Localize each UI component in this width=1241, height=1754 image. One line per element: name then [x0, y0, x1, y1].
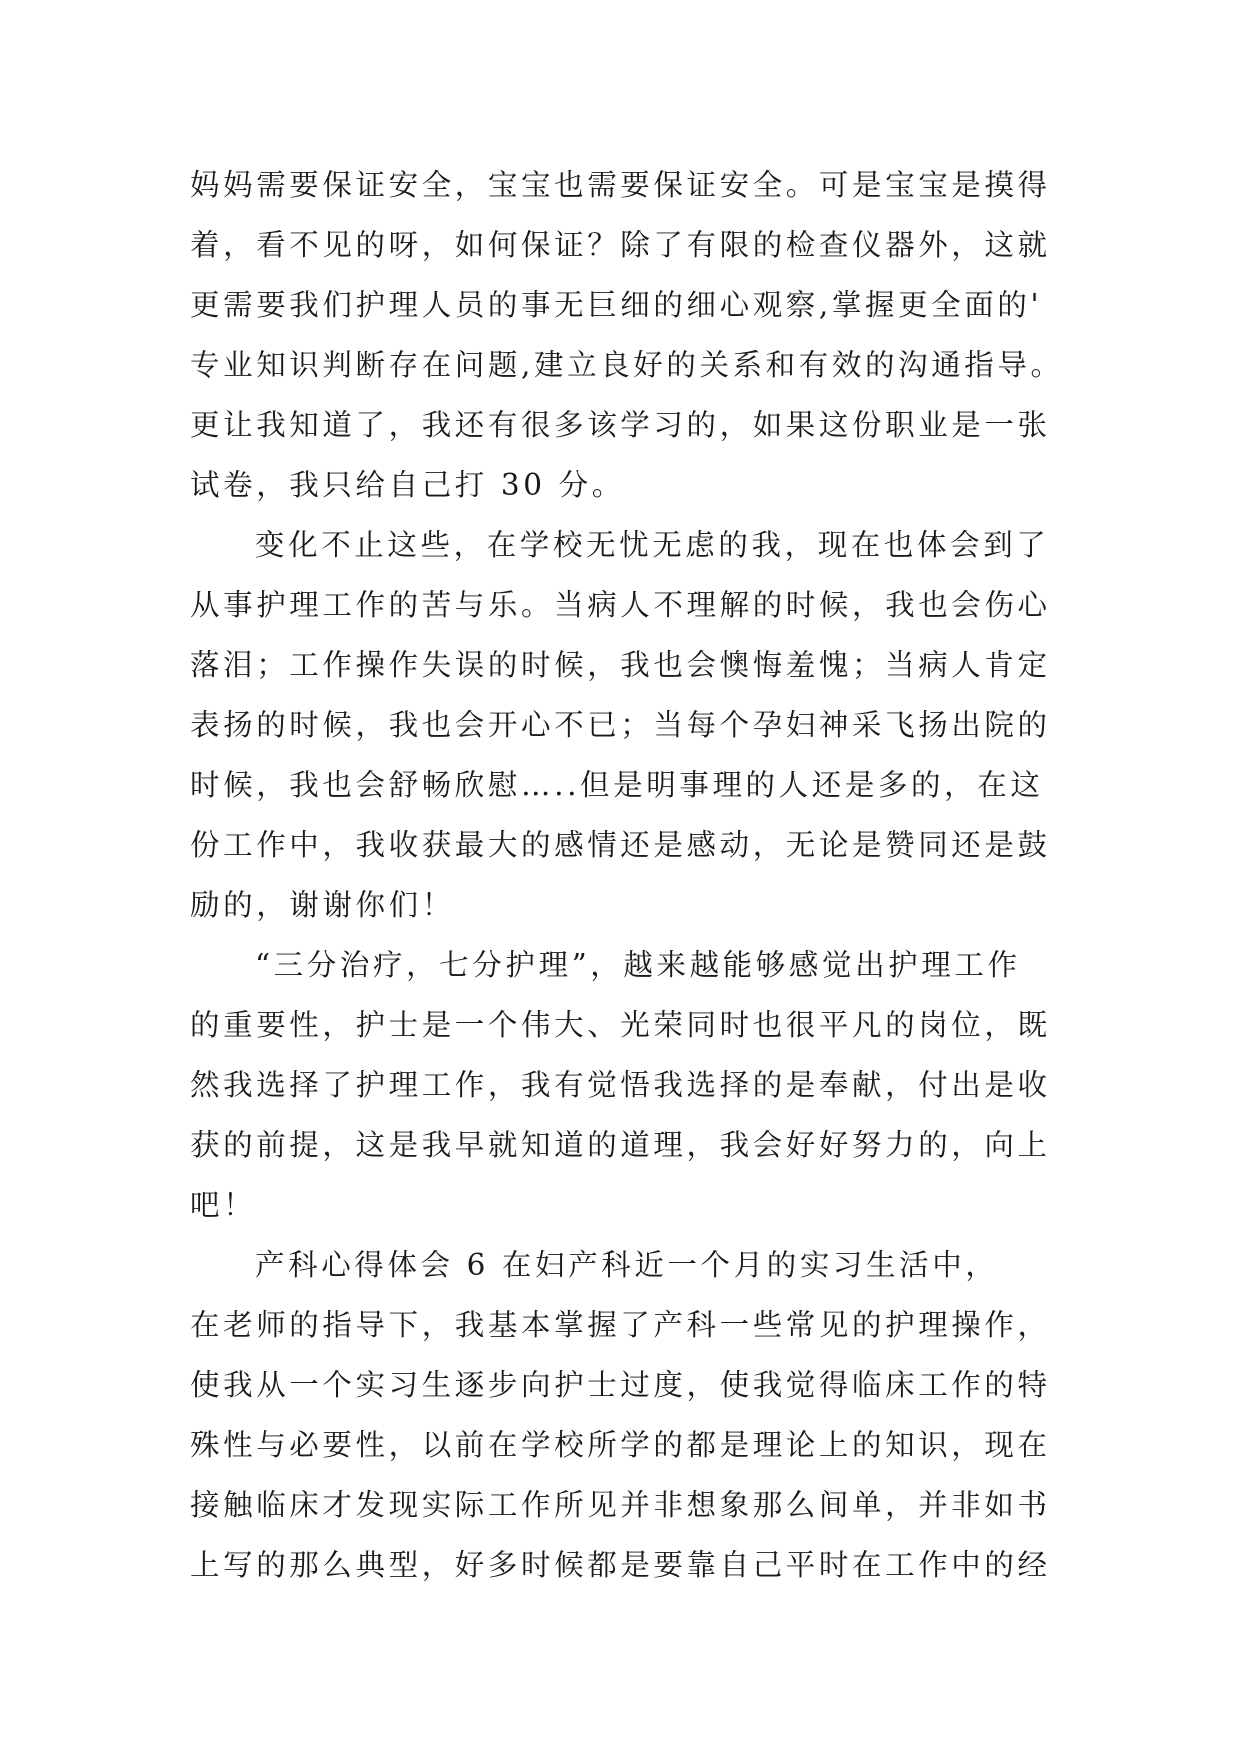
text-line: 从事护理工作的苦与乐。当病人不理解的时候，我也会伤心 — [190, 588, 1051, 622]
text-line: 落泪；工作操作失误的时候，我也会懊悔羞愧；当病人肯定 — [190, 648, 1051, 682]
text-line: 专业知识判断存在问题,建立良好的关系和有效的沟通指导。 — [190, 348, 1064, 382]
text-line: 试卷，我只给自己打 30 分。 — [190, 468, 625, 502]
text-line: 着，看不见的呀，如何保证？除了有限的检查仪器外，这就 — [190, 228, 1051, 262]
text-line: 吧！ — [190, 1188, 257, 1222]
text-line: 份工作中，我收获最大的感情还是感动，无论是赞同还是鼓 — [190, 828, 1051, 862]
paragraph-first-line: 变化不止这些，在学校无忧无虑的我，现在也体会到了 — [255, 528, 1050, 562]
text-line: 更让我知道了，我还有很多该学习的，如果这份职业是一张 — [190, 408, 1051, 442]
section-heading-line: 产科心得体会 6 在妇产科近一个月的实习生活中， — [255, 1248, 999, 1282]
text-line: 的重要性，护士是一个伟大、光荣同时也很平凡的岗位，既 — [190, 1008, 1051, 1042]
text-line: 更需要我们护理人员的事无巨细的细心观察,掌握更全面的' — [190, 288, 1043, 322]
text-line: 妈妈需要保证安全，宝宝也需要保证安全。可是宝宝是摸得 — [190, 168, 1051, 202]
text-line: 接触临床才发现实际工作所见并非想象那么间单，并非如书 — [190, 1488, 1051, 1522]
text-line: 在老师的指导下，我基本掌握了产科一些常见的护理操作， — [190, 1308, 1051, 1342]
text-line: 上写的那么典型，好多时候都是要靠自己平时在工作中的经 — [190, 1548, 1051, 1582]
text-line: 使我从一个实习生逐步向护士过度，使我觉得临床工作的特 — [190, 1368, 1051, 1402]
text-line: 表扬的时候，我也会开心不已；当每个孕妇神采飞扬出院的 — [190, 708, 1051, 742]
text-line: 时候，我也会舒畅欣慰…..但是明事理的人还是多的，在这 — [190, 768, 1044, 802]
text-line: 获的前提，这是我早就知道的道理，我会好好努力的，向上 — [190, 1128, 1051, 1162]
text-line: 然我选择了护理工作，我有觉悟我选择的是奉献，付出是收 — [190, 1068, 1051, 1102]
text-line: 励的，谢谢你们！ — [190, 888, 455, 922]
text-line: 殊性与必要性，以前在学校所学的都是理论上的知识，现在 — [190, 1428, 1051, 1462]
paragraph-first-line: “三分治疗，七分护理”，越来越能够感觉出护理工作 — [255, 948, 1021, 982]
